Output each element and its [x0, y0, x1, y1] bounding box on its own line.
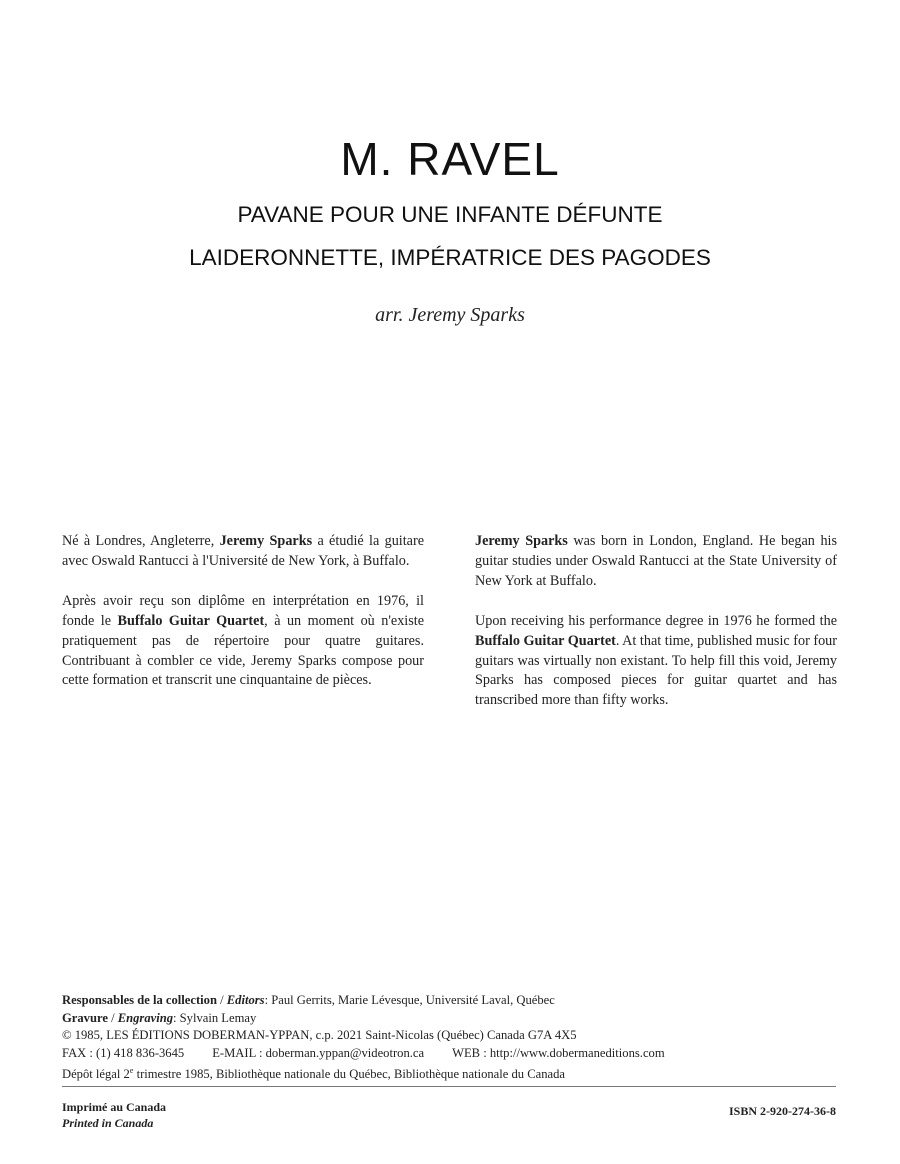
bio-en-paragraph-2: Upon receiving his performance degree in 1976 he formed the Buffalo Guitar Quartet. At that time, published music for four guitars was virtually non existant. To help fill this void, Jeremy Sparks has composed pieces for guitar quartet and has transcribed more than fifty works.: [475, 612, 837, 709]
website-link[interactable]: WEB : http://www.dobermaneditions.com: [452, 1045, 665, 1060]
biography-french: [62, 532, 424, 711]
email-address[interactable]: E-MAIL : doberman.yppan@videotron.ca: [212, 1045, 425, 1060]
copyright-line: © 1985, LES ÉDITIONS DOBERMAN-YPPAN, c.p. 2021 Saint-Nicolas (Québec) Canada G7A 4X5: [62, 1028, 577, 1043]
contact-line: [62, 1045, 842, 1063]
publication-credits: [62, 992, 842, 1084]
isbn-number: ISBN 2-920-274-36-8: [729, 1104, 836, 1118]
bio-fr-paragraph-2: Après avoir reçu son diplôme en interprétation en 1976, il fonde le Buffalo Guitar Quartet, à un moment où n'existe pratiquement pas de répertoire pour quatre guitares. Contribuant à combler ce vide, Jeremy Sparks compose pour cette formation et transcrit une cinquantaine de pièces.: [62, 592, 424, 689]
fax-number: FAX : (1) 418 836-3645: [62, 1045, 185, 1060]
ensemble-name: Buffalo Guitar Quartet: [475, 632, 616, 649]
work-title-pavane: PAVANE POUR UNE INFANTE DÉFUNTE: [237, 202, 663, 227]
printed-fr: Imprimé au Canada: [62, 1100, 167, 1114]
work-title-laideronnette: LAIDERONNETTE, IMPÉRATRICE DES PAGODES: [189, 245, 711, 270]
printed-in: [62, 1099, 166, 1131]
printed-en: Printed in Canada: [62, 1116, 154, 1130]
legal-deposit-line: Dépôt légal 2e trimestre 1985, Bibliothèque nationale du Québec, Bibliothèque nationale du Canada: [62, 1066, 565, 1082]
composer-name: M. RAVEL: [340, 133, 560, 185]
bio-fr-paragraph-1: Né à Londres, Angleterre, Jeremy Sparks a étudié la guitare avec Oswald Rantucci à l'Université de New York, à Buffalo.: [62, 533, 424, 569]
footer-divider: [62, 1086, 836, 1087]
ensemble-name: Buffalo Guitar Quartet: [117, 612, 265, 629]
arranger-credit: arr. Jeremy Sparks: [375, 304, 525, 326]
editors-line: Responsables de la collection / Editors: Paul Gerrits, Marie Lévesque, Université Laval, Québec: [62, 993, 555, 1007]
artist-name: Jeremy Sparks: [219, 533, 313, 549]
engraving-line: Gravure / Engraving: Sylvain Lemay: [62, 1010, 257, 1025]
biography-english: [475, 532, 837, 731]
bio-en-paragraph-1: Jeremy Sparks was born in London, England. He began his guitar studies under Oswald Rantucci at the State University of New York at Buffalo.: [475, 533, 837, 589]
artist-name: Jeremy Sparks: [475, 533, 568, 549]
